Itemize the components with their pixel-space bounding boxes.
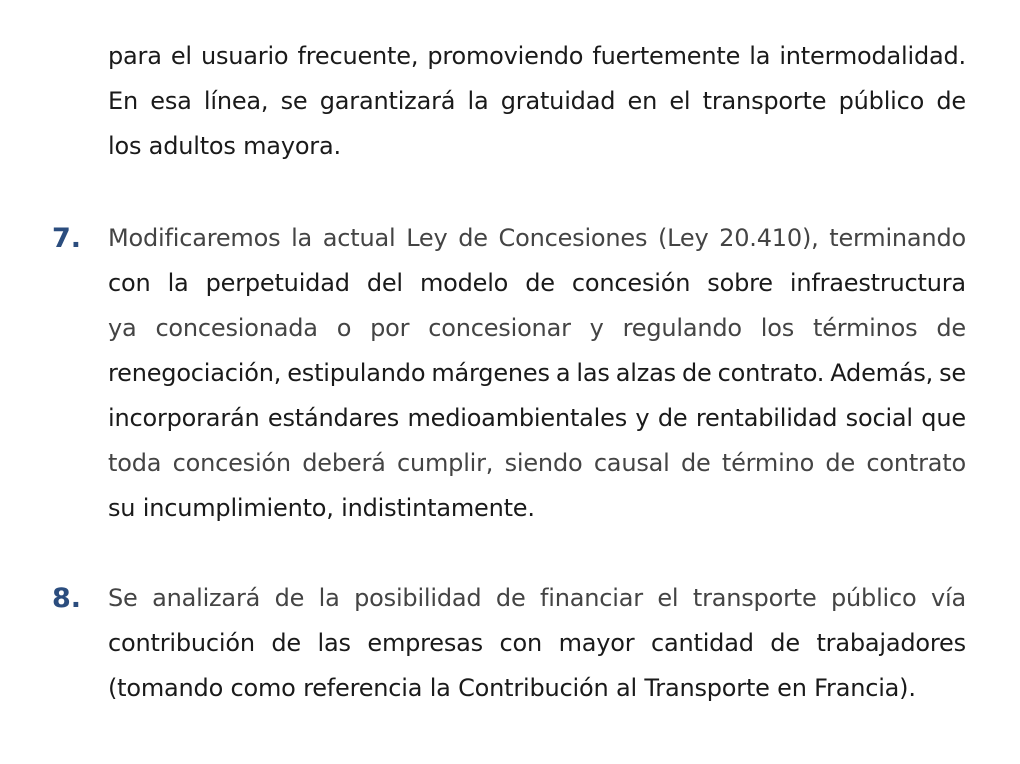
text-line: los adultos mayora.: [108, 132, 341, 160]
text-line: Modificaremos la actual Ley de Concesiones (Ley 20.410), terminando: [108, 224, 966, 252]
item-number-8: 8.: [52, 583, 82, 614]
text-line: su incumplimiento, indistintamente.: [108, 494, 535, 522]
paragraph-item-7: [108, 216, 966, 531]
text-line: toda concesión deberá cumplir, siendo causal de término de contrato: [108, 449, 966, 477]
paragraph-item-8: [108, 576, 966, 711]
paragraph-continuation: [108, 34, 966, 169]
text-line: para el usuario frecuente, promoviendo fuertemente la intermodalidad.: [108, 42, 966, 70]
text-line: incorporarán estándares medioambientales y de rentabilidad social que: [108, 404, 966, 432]
text-line: En esa línea, se garantizará la gratuidad en el transporte público de: [108, 87, 966, 115]
text-line: (tomando como referencia la Contribución al Transporte en Francia).: [108, 674, 916, 702]
text-line: contribución de las empresas con mayor cantidad de trabajadores: [108, 629, 966, 657]
item-number-7: 7.: [52, 223, 82, 254]
text-line: renegociación, estipulando márgenes a las alzas de contrato. Además, se: [108, 359, 966, 387]
text-line: Se analizará de la posibilidad de financiar el transporte público vía: [108, 584, 966, 612]
text-line: ya concesionada o por concesionar y regulando los términos de: [108, 314, 966, 342]
text-line: con la perpetuidad del modelo de concesión sobre infraestructura: [108, 269, 966, 297]
